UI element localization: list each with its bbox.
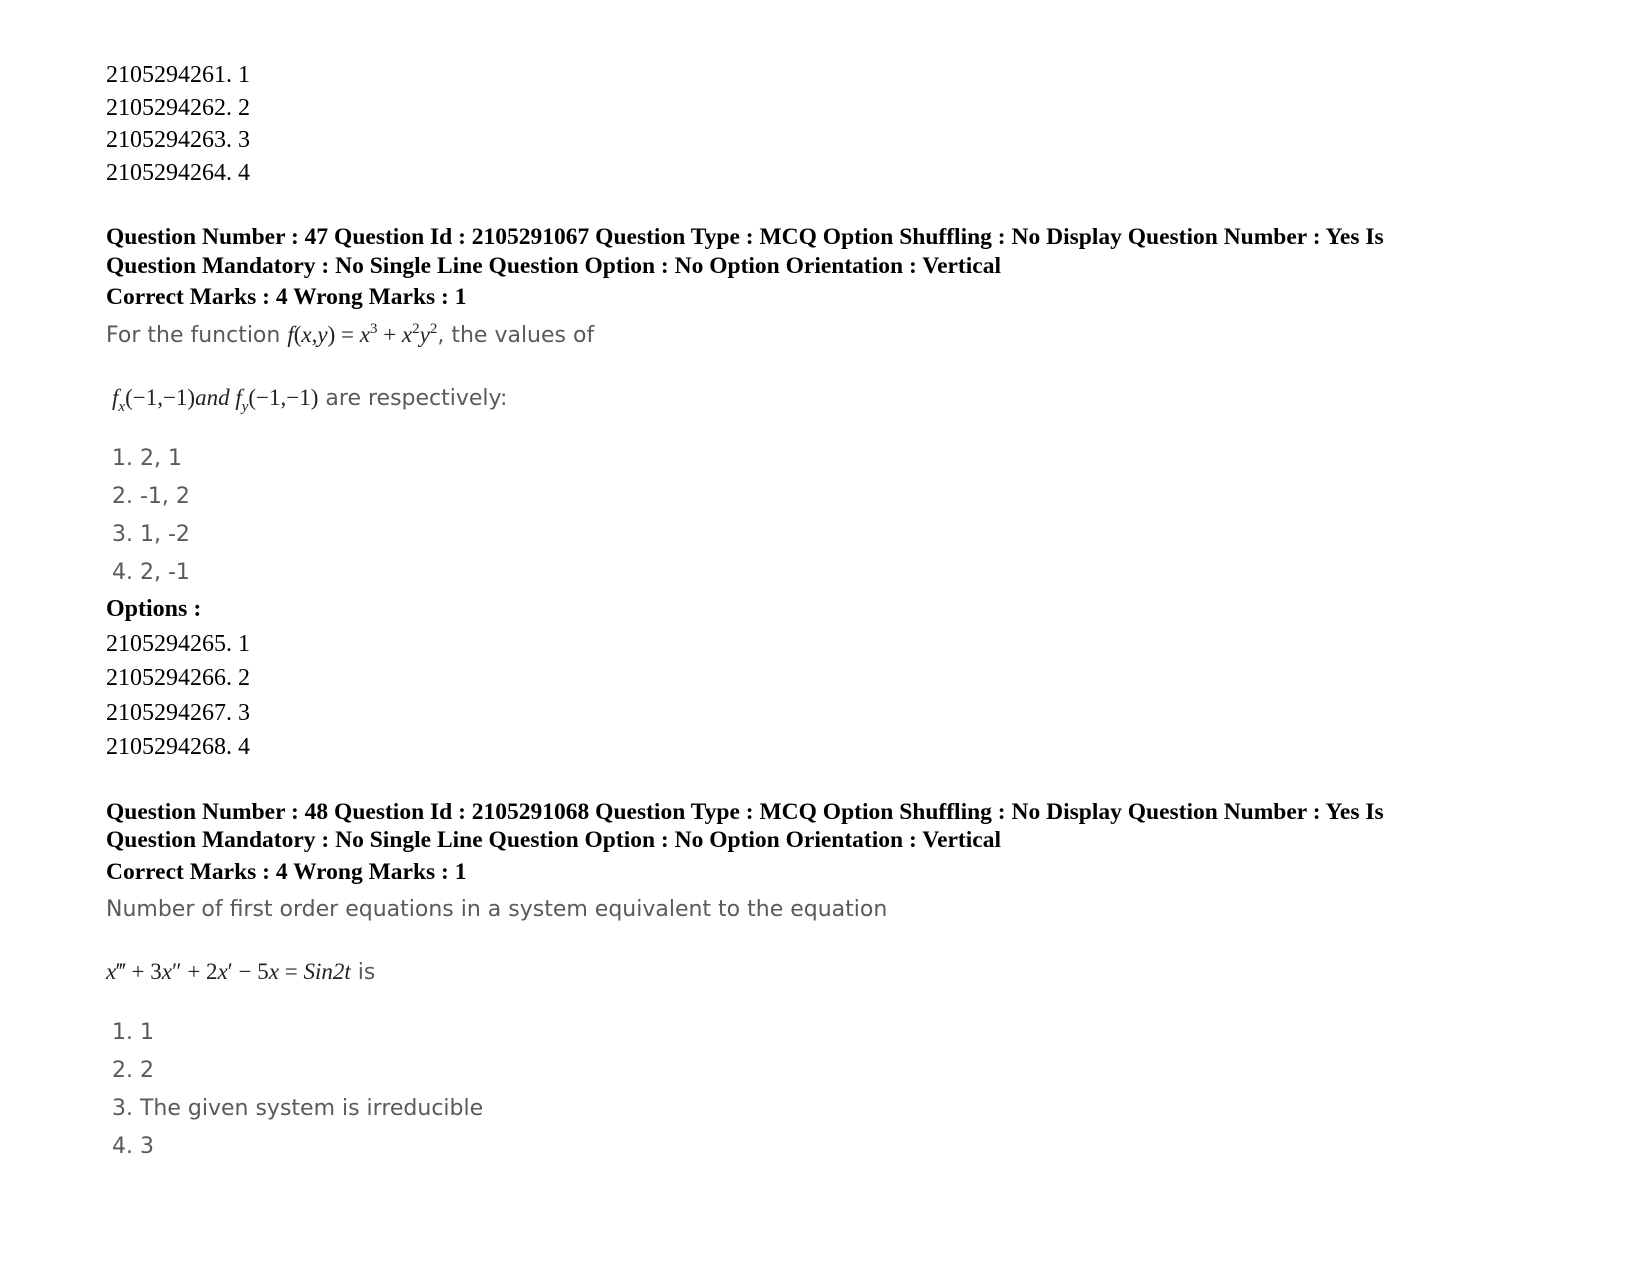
question-text: For the function <box>106 323 288 348</box>
question-47 <box>106 223 1606 765</box>
question-text: are respectively: <box>318 386 508 411</box>
question-header-line-2: Question Mandatory : No Single Line Question Option : No Option Orientation : Vertical <box>106 827 1001 853</box>
previous-option-ids <box>106 58 1606 190</box>
choice-list <box>106 440 1606 592</box>
question-header <box>106 798 1606 855</box>
partial-derivative-formula: $f_x(-1,-1)and$ $f_y(-1,-1)$ <box>112 385 319 415</box>
choice-item: 2. -1, 2 <box>112 484 190 509</box>
choice-item: 4. 3 <box>112 1133 154 1159</box>
choice-item: 4. 2, -1 <box>112 560 190 585</box>
choice-item: 1. 2, 1 <box>112 446 182 471</box>
option-id-line: 2105294268. 4 <box>106 734 250 760</box>
option-id-line: 2105294263. 3 <box>106 127 250 153</box>
question-48 <box>106 798 1606 1166</box>
option-id-line: 2105294261. 1 <box>106 62 250 88</box>
question-header-line-1: Question Number : 48 Question Id : 2105291068 Question Type : MCQ Option Shuffling : No Display Question Number : Yes Is <box>106 798 1384 825</box>
option-id-line: 2105294267. 3 <box>106 699 250 726</box>
question-header <box>106 223 1606 280</box>
options-label: Options : <box>106 596 202 622</box>
differential-equation-formula: x‴ + 3x″ + 2x′ − 5x = Sin2t <box>106 958 351 984</box>
question-text-line-2 <box>106 955 1606 992</box>
marks-line: Correct Marks : 4 Wrong Marks : 1 <box>106 284 467 310</box>
question-text-line-1 <box>106 318 1606 355</box>
question-header-line-1: Question Number : 47 Question Id : 2105291067 Question Type : MCQ Option Shuffling : No Display Question Number : Yes Is <box>106 224 1384 250</box>
choice-item: 1. 1 <box>112 1019 154 1045</box>
question-text: Number of first order equations in a system equivalent to the equation <box>106 896 888 922</box>
option-id-line: 2105294262. 2 <box>106 94 250 121</box>
choice-list <box>106 1014 1606 1166</box>
choice-item: 2. 2 <box>112 1057 154 1083</box>
question-text: , the values of <box>437 323 595 348</box>
marks-line: Correct Marks : 4 Wrong Marks : 1 <box>106 858 467 885</box>
choice-item: 3. 1, -2 <box>112 522 190 547</box>
option-id-line: 2105294265. 1 <box>106 630 250 657</box>
option-ids <box>106 627 1606 765</box>
option-id-line: 2105294266. 2 <box>106 665 250 691</box>
question-header-line-2: Question Mandatory : No Single Line Question Option : No Option Orientation : Vertical <box>106 252 1001 279</box>
question-text-line-2 <box>106 381 1606 418</box>
document-page <box>106 58 1606 1166</box>
option-id-line: 2105294264. 4 <box>106 159 250 186</box>
function-formula: $f(x,y) = x^3 + x^2y^2$ <box>287 321 438 347</box>
question-text: is <box>350 959 376 985</box>
question-text-line-1 <box>106 893 1606 929</box>
choice-item: 3. The given system is irreducible <box>112 1095 484 1121</box>
